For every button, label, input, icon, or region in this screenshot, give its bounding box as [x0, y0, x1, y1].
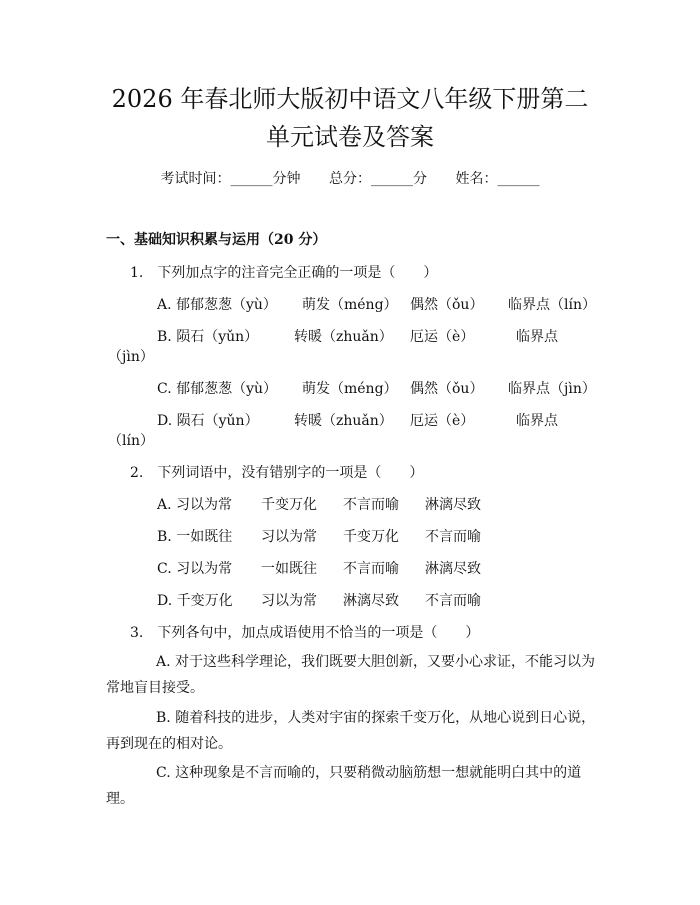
question-3-stem: 3. 下列各句中，加点成语使用不恰当的一项是（ ） — [130, 625, 480, 641]
q3-option-b: B. 随着科技的进步，人类对宇宙的探索千变万化，从地心说到日心说，再到现在的相对论。 — [106, 710, 596, 752]
q3-option-a: A. 对于这些科学理论，我们既要大胆创新，又要小心求证，不能习以为常地盲目接受。 — [106, 654, 596, 696]
question-1-stem: 1. 下列加点字的注音完全正确的一项是（ ） — [130, 265, 438, 281]
q1-option-b: B. 陨石（yǔn） 转暖（zhuǎn） 厄运（è） 临界点 — [157, 329, 558, 345]
exam-score: 总分：______分 — [329, 171, 427, 187]
q2-option-a: A. 习以为常 千变万化 不言而喻 淋漓尽致 — [157, 497, 481, 513]
page-title — [0, 80, 700, 156]
q3-option-c: C. 这种现象是不言而喻的，只要稍微动脑筋想一想就能明白其中的道理。 — [106, 765, 582, 807]
q1-option-d: D. 陨石（yǔn） 转暖（zhuǎn） 厄运（è） 临界点 — [157, 413, 558, 429]
q2-option-b: B. 一如既往 习以为常 千变万化 不言而喻 — [157, 529, 481, 545]
q2-option-c: C. 习以为常 一如既往 不言而喻 淋漓尽致 — [157, 561, 481, 577]
q1-option-b-wrap: （jìn） — [108, 349, 154, 365]
question-2-stem: 2. 下列词语中，没有错别字的一项是（ ） — [130, 465, 424, 481]
q1-option-a: A. 郁郁葱葱（yù） 萌发（méng） 偶然（ǒu） 临界点（lín） — [157, 297, 596, 313]
q1-option-c: C. 郁郁葱葱（yù） 萌发（méng） 偶然（ǒu） 临界点（jìn） — [157, 381, 596, 397]
q1-option-d-wrap: （lín） — [108, 433, 154, 449]
title-line-2: 单元试卷及答案 — [266, 123, 434, 151]
exam-meta — [0, 168, 700, 188]
q2-option-d: D. 千变万化 习以为常 淋漓尽致 不言而喻 — [157, 593, 481, 609]
title-line-1: 2026 年春北师大版初中语文八年级下册第二 — [111, 85, 589, 113]
exam-name: 姓名：______ — [455, 171, 540, 187]
exam-time: 考试时间：______分钟 — [160, 171, 301, 187]
section-heading: 一、基础知识积累与运用（20 分） — [106, 232, 327, 248]
